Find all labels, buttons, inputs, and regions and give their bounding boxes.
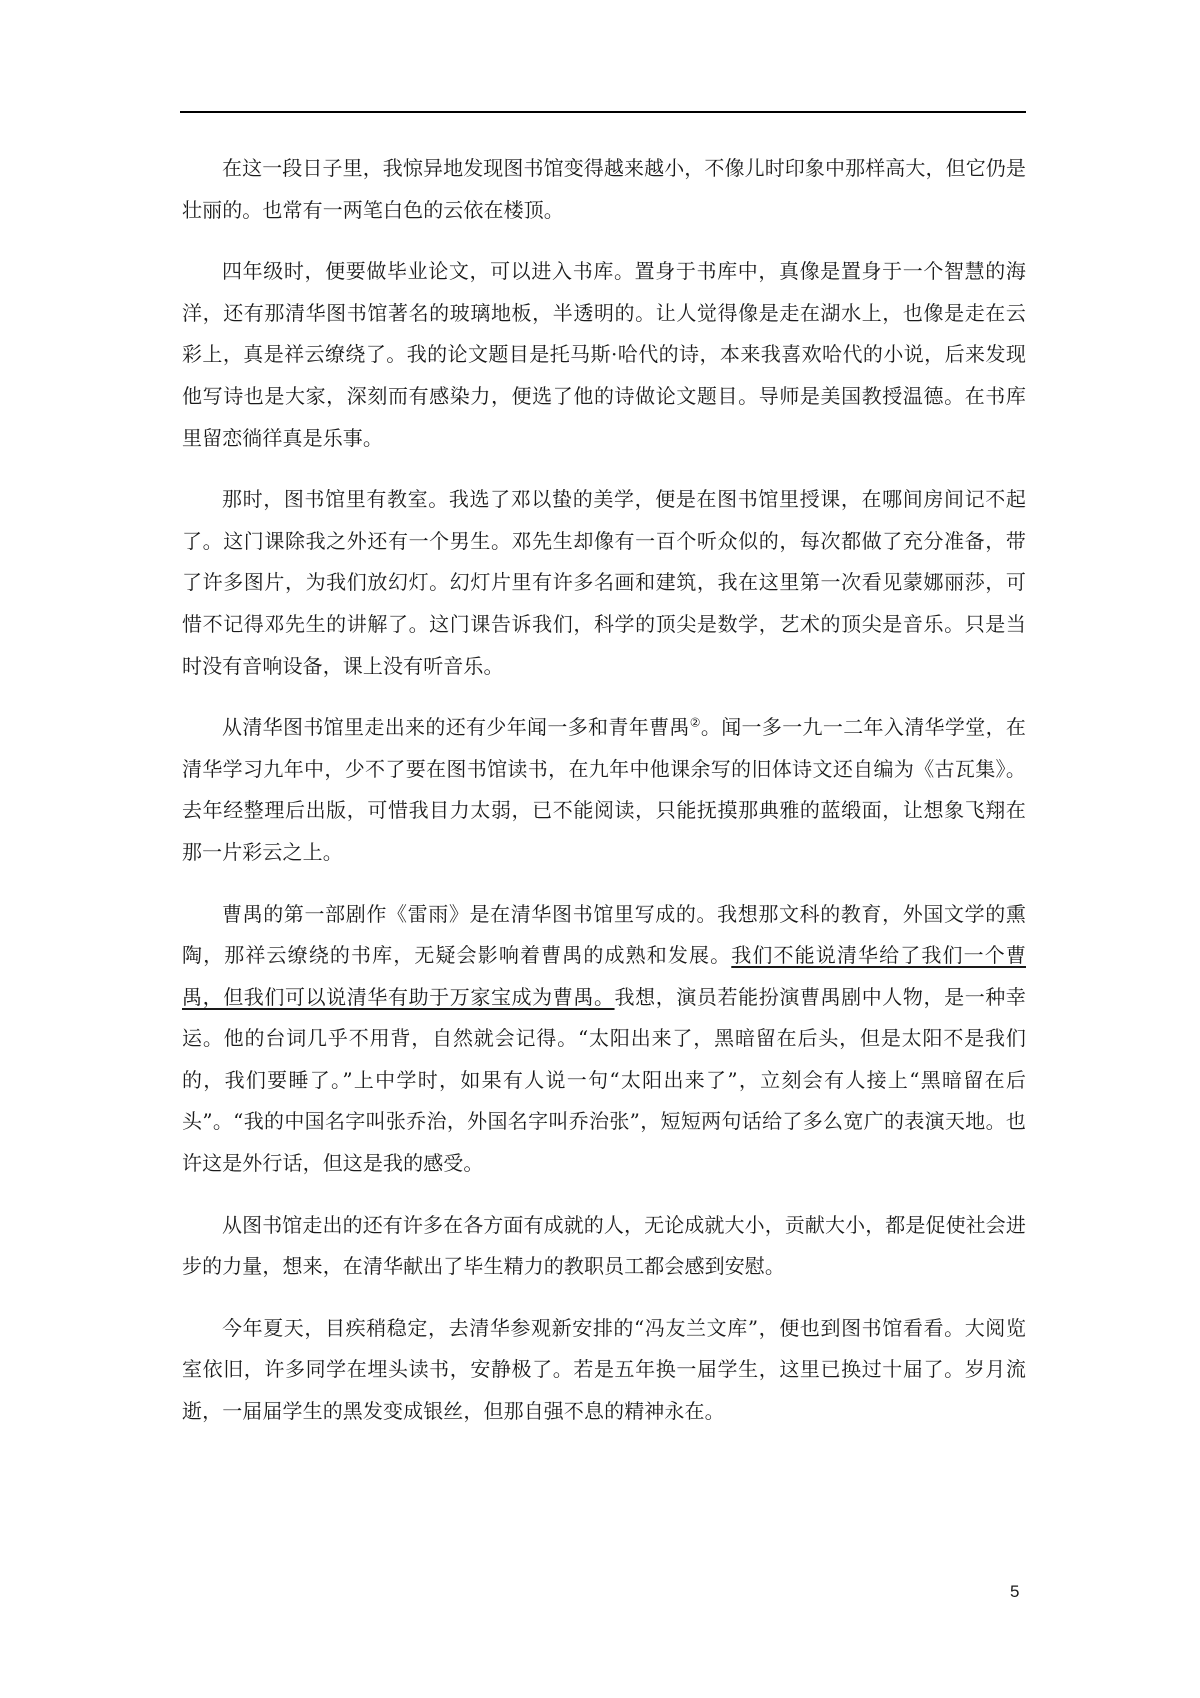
paragraph-7: 今年夏天，目疾稍稳定，去清华参观新安排的“冯友兰文库”，便也到图书馆看看。大阅览室依旧，许多同学在埋头读书，安静极了。若是五年换一届学生，这里已换过十届了。岁月流逝，一届届学生的黑发变成银丝，但那自强不息的精神永在。 <box>182 1315 1026 1424</box>
paragraph-5 <box>182 894 1026 1185</box>
footnote-marker: ② <box>689 715 701 730</box>
paragraph-5-text-before: 曹禺的第一部剧作《雷雨》是在清华图书馆里写成的。我想那文科的教育，外国文学的熏陶，那祥云缭绕的书库，无疑会影响着曹禺的成熟和发展。 <box>182 901 1026 968</box>
paragraph-1: 在这一段日子里，我惊异地发现图书馆变得越来越小，不像儿时印象中那样高大，但它仍是壮丽的。也常有一两笔白色的云依在楼顶。 <box>182 156 1026 222</box>
paragraph-6: 从图书馆走出的还有许多在各方面有成就的人，无论成就大小，贡献大小，都是促使社会进步的力量，想来，在清华献出了毕生精力的教职员工都会感到安慰。 <box>182 1212 1026 1279</box>
document-body <box>182 148 1026 1453</box>
paragraph-4-text-after: 。闻一多一九一二年入清华学堂，在清华学习九年中，少不了要在图书馆读书，在九年中他课余写的旧体诗文还自编为《古瓦集》。去年经整理后出版，可惜我目力太弱，已不能阅读，只能抚摸那典雅的蓝缎面，让想象飞翔在那一片彩云之上。 <box>182 715 1027 864</box>
paragraph-3: 那时，图书馆里有教室。我选了邓以蛰的美学，便是在图书馆里授课，在哪间房间记不起了。这门课除我之外还有一个男生。邓先生却像有一百个听众似的，每次都做了充分准备，带了许多图片，为我们放幻灯。幻灯片里有许多名画和建筑，我在这里第一次看见蒙娜丽莎，可惜不记得邓先生的讲解了。这门课告诉我们，科学的顶尖是数学，艺术的顶尖是音乐。只是当时没有音响设备，课上没有听音乐。 <box>182 487 1026 678</box>
header-rule <box>180 111 1026 113</box>
paragraph-2: 四年级时，便要做毕业论文，可以进入书库。置身于书库中，真像是置身于一个智慧的海洋，还有那清华图书馆著名的玻璃地板，半透明的。让人觉得像是走在湖水上，也像是走在云彩上，真是祥云缭绕了。我的论文题目是托马斯·哈代的诗，本来我喜欢哈代的小说，后来发现他写诗也是大家，深刻而有感染力，便选了他的诗做论文题目。导师是美国教授温德。在书库里留恋徜徉真是乐事。 <box>182 259 1026 450</box>
paragraph-4 <box>182 707 1026 873</box>
paragraph-4-text-before: 从清华图书馆里走出来的还有少年闻一多和青年曹禺 <box>222 715 690 740</box>
page-number: 5 <box>1010 1582 1020 1601</box>
paragraph-5-text-after: 我想，演员若能扮演曹禺剧中人物，是一种幸运。他的台词几乎不用背，自然就会记得。“太阳出来了，黑暗留在后头，但是太阳不是我们的，我们要睡了。”上中学时，如果有人说一句“太阳出来了”，立刻会有人接上“黑暗留在后头”。“我的中国名字叫张乔治，外国名字叫乔治张”，短短两句话给了多么宽广的表演天地。也许这是外行话，但这是我的感受。 <box>182 984 1026 1176</box>
underlined-sentence: 我们不能说清华给了我们一个曹禺，但我们可以说清华有助于万家宝成为曹禺。 <box>182 943 1026 1009</box>
